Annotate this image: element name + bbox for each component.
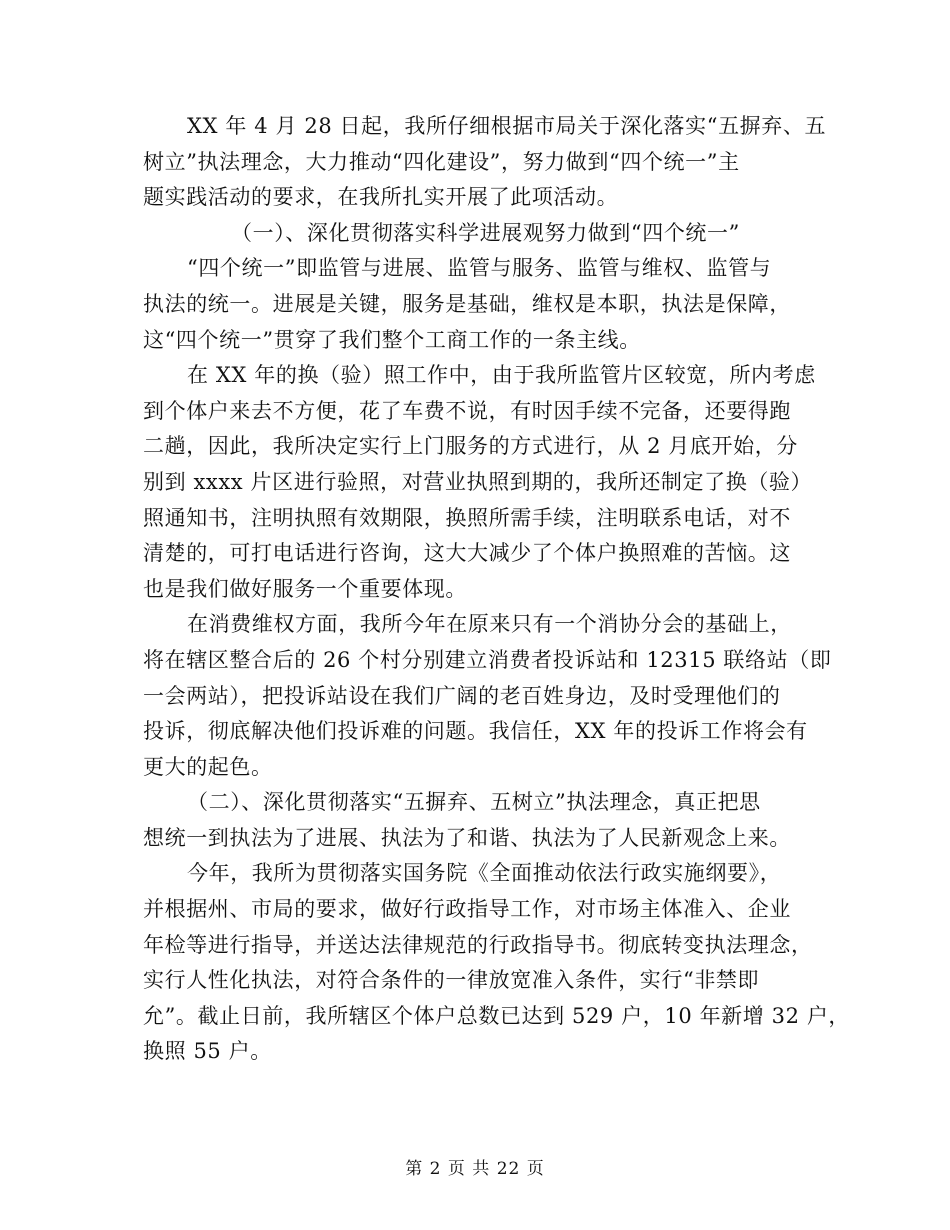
text-line: 执法的统一。进展是关键，服务是基础，维权是本职，执法是保障， — [143, 291, 791, 316]
text-line: 这“四个统一”贯穿了我们整个工商工作的一条主线。 — [143, 327, 641, 352]
page-footer: 第 2 页 共 22 页 — [405, 1159, 545, 1179]
text-line: 想统一到执法为了进展、执法为了和谐、执法为了人民新观念上来。 — [143, 825, 791, 850]
text-line: （二）、深化贯彻落实“五摒弃、五树立”执法理念，真正把思 — [187, 790, 761, 815]
text-line: 树立”执法理念，大力推动“四化建设”，努力做到“四个统一”主 — [143, 149, 740, 174]
text-line: 更大的起色。 — [143, 754, 273, 779]
text-line: XX 年 4 月 28 日起，我所仔细根据市局关于深化落实“五摒弃、五 — [187, 114, 827, 138]
text-line: 在消费维权方面，我所今年在原来只有一个消协分会的基础上， — [187, 612, 792, 637]
text-line: 一会两站），把投诉站设在我们广阔的老百姓身边，及时受理他们的 — [143, 683, 781, 708]
text-line: 在 XX 年的换（验）照工作中，由于我所监管片区较宽，所内考虑 — [187, 363, 816, 388]
text-line: 年检等进行指导，并送达法律规范的行政指导书。彻底转变执法理念， — [143, 932, 813, 957]
text-line: 并根据州、市局的要求，做好行政指导工作，对市场主体准入、企业 — [143, 897, 791, 922]
text-line: 别到 xxxx 片区进行验照，对营业执照到期的，我所还制定了换（验） — [143, 469, 813, 494]
text-line: 清楚的，可打电话进行咨询，这大大减少了个体户换照难的苦恼。这 — [143, 541, 791, 566]
text-line: “四个统一”即监管与进展、监管与服务、监管与维权、监管与 — [187, 256, 772, 281]
text-line: 到个体户来去不方便，花了车费不说，有时因手续不完备，还要得跑 — [143, 398, 791, 423]
text-line: 实行人性化执法，对符合条件的一律放宽准入条件，实行“非禁即 — [143, 968, 760, 993]
document-body — [143, 109, 851, 1070]
text-line: 允”。截止日前，我所辖区个体户总数已达到 529 户，10 年新增 32 户， — [143, 1003, 851, 1028]
text-line: 换照 55 户。 — [143, 1039, 272, 1064]
text-line: 也是我们做好服务一个重要体现。 — [143, 576, 467, 601]
text-line: 今年，我所为贯彻落实国务院《全面推动依法行政实施纲要》， — [187, 861, 782, 886]
text-line: 题实践活动的要求，在我所扎实开展了此项活动。 — [143, 185, 619, 210]
text-line: 照通知书，注明执照有效期限，换照所需手续，注明联系电话，对不 — [143, 505, 791, 530]
text-line: （一）、深化贯彻落实科学进展观努力做到“四个统一” — [231, 220, 740, 245]
text-line: 投诉，彻底解决他们投诉难的问题。我信任，XX 年的投诉工作将会有 — [143, 719, 808, 744]
text-line: 二趟，因此，我所决定实行上门服务的方式进行，从 2 月底开始，分 — [143, 434, 798, 459]
text-line: 将在辖区整合后的 26 个村分别建立消费者投诉站和 12315 联络站（即 — [143, 647, 832, 672]
